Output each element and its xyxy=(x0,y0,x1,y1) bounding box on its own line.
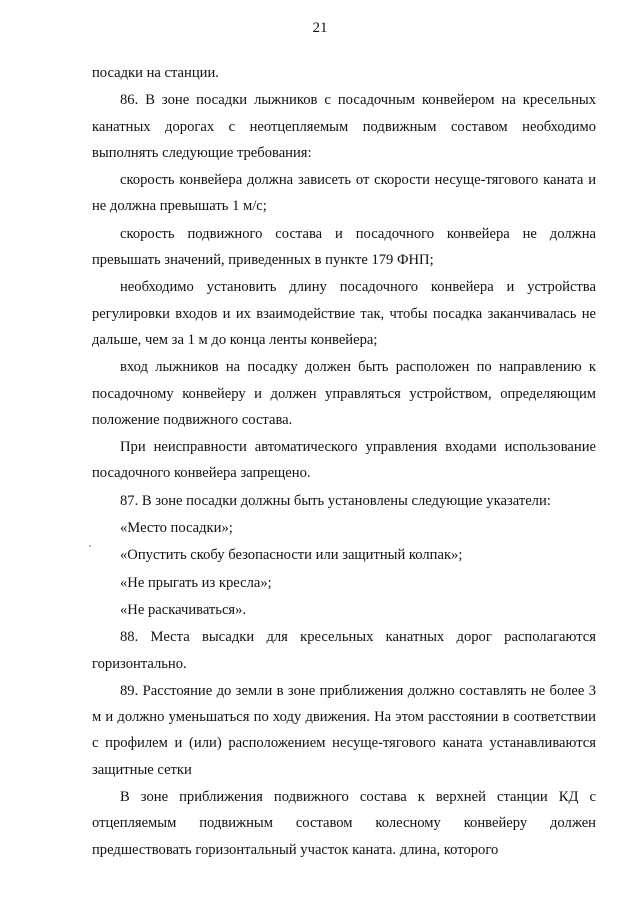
paragraph-conveyor-length: необходимо установить длину посадочного конвейера и устройства регулировки входов и их взаимодействие так, чтобы посадка заканчивалась не дальше, чем за 1 м до конца ленты конвейера; xyxy=(92,279,596,348)
paragraph-conveyor-speed: скорость конвейера должна зависеть от скорости несуще-тягового каната и не должна превышать 1 м/с; xyxy=(92,172,596,215)
paragraph-item-86: 86. В зоне посадки лыжников с посадочным конвейером на кресельных канатных дорогах с неотцепляемым подвижным составом необходимо выполнять следующие требования: xyxy=(92,92,596,161)
page-body xyxy=(92,60,596,863)
sign-no-jumping: «Не прыгать из кресла»; xyxy=(120,574,272,591)
page-number: 21 xyxy=(312,20,328,36)
paragraph-item-89: 89. Расстояние до земли в зоне приближения должно составлять не более 3 м и должно уменьшаться по ходу движения. На этом расстоянии в соответствии с профилем и (или) расположением несуще-тягового каната устанавливаются защитные сетки xyxy=(92,682,596,778)
sign-lower-bar: «Опустить скобу безопасности или защитный колпак»; xyxy=(120,547,463,564)
paragraph-continuation: посадки на станции. xyxy=(92,65,219,81)
paragraph-item-88: 88. Места высадки для кресельных канатных дорог располагаются горизонтально. xyxy=(92,629,596,672)
paragraph-malfunction: При неисправности автоматического управления входами использование посадочного конвейера запрещено. xyxy=(92,439,596,482)
scan-speck xyxy=(89,545,91,547)
paragraph-item-87: 87. В зоне посадки должны быть установлены следующие указатели: xyxy=(120,492,551,509)
sign-no-swinging: «Не раскачиваться». xyxy=(120,601,247,618)
paragraph-skier-entry: вход лыжников на посадку должен быть расположен по направлению к посадочному конвейеру и должен управляться устройством, определяющим положение подвижного состава. xyxy=(92,359,596,428)
paragraph-rolling-stock-speed: скорость подвижного состава и посадочного конвейера не должна превышать значений, приведенных в пункте 179 ФНП; xyxy=(92,225,596,269)
paragraph-approach-zone: В зоне приближения подвижного состава к верхней станции КД с отцепляемым подвижным составом колесному конвейеру должен предшествовать горизонтальный участок каната. длина, которого xyxy=(92,789,596,858)
sign-boarding-place: «Место посадки»; xyxy=(120,520,233,537)
